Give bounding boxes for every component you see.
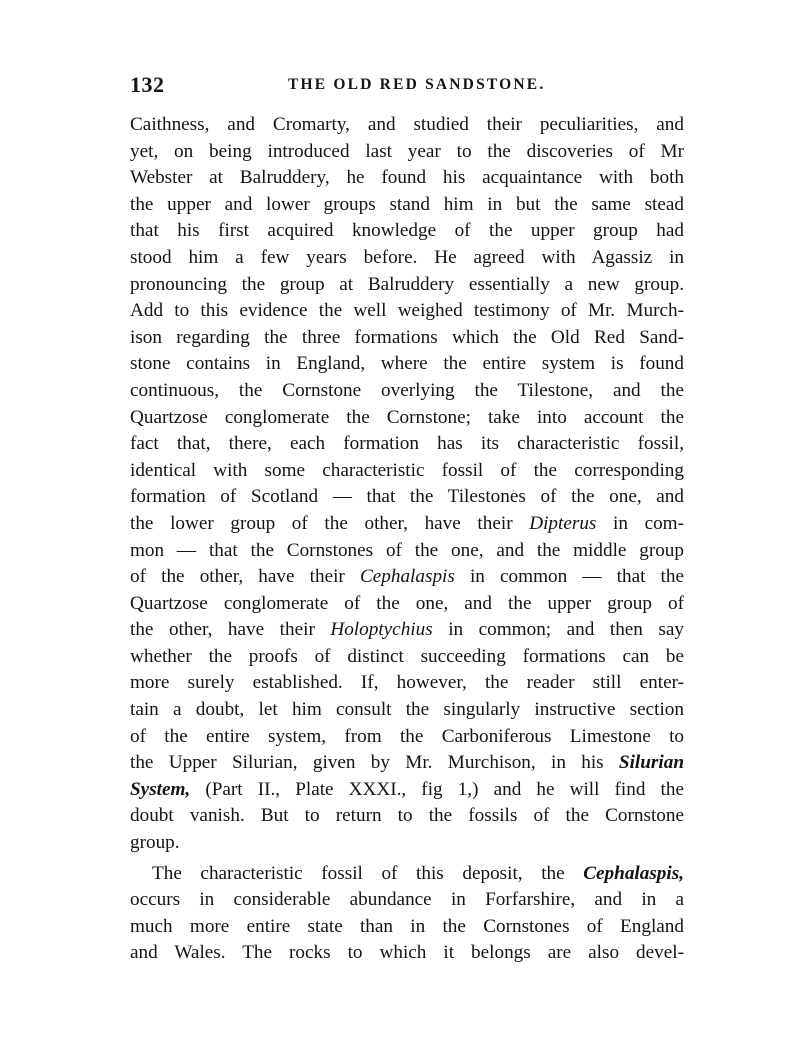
text-line: Quartzose conglomerate of the one, and the upper group of [130,592,684,614]
text-segment: in com- [596,512,684,534]
text-line: formation of Scotland — that the Tilestones of the one, and [130,486,684,508]
text-line: of the entire system, from the Carboniferous Limestone to [130,725,684,747]
italic-term-holoptychius: Holoptychius [330,619,433,641]
text-line: that his first acquired knowledge of the upper group had [130,220,684,242]
text-line: yet, on being introduced last year to the discoveries of Mr [130,140,684,162]
page-header [128,72,684,102]
text-line: ison regarding the three formations which the Old Red Sand- [130,326,684,348]
italic-term-cephalaspis: Cephalaspis [359,566,455,588]
text-segment: The characteristic fossil of this deposit, the [152,862,584,884]
text-line: doubt vanish. But to return to the fossils of the Cornstone [130,805,684,827]
text-line: the upper and lower groups stand him in but the same stead [130,193,684,215]
body-text [130,112,684,967]
text-line: stone contains in England, where the entire system is found [130,353,684,375]
text-segment: the Upper Silurian, given by Mr. Murchison, in his [130,752,619,774]
text-line: fact that, there, each formation has its characteristic fossil, [130,433,684,455]
page-number: 132 [130,72,165,97]
text-line: continuous, the Cornstone overlying the Tilestone, and the [130,379,684,401]
text-line: identical with some characteristic fossil of the corresponding [130,459,684,481]
text-line: mon — that the Cornstones of the one, and the middle group [130,539,684,561]
text-line [130,750,684,777]
text-line: and Wales. The rocks to which it belongs are also devel- [130,942,684,964]
text-segment: in common; and then say [432,619,685,641]
italic-term-cephalaspis-2: Cephalaspis, [583,862,684,884]
text-line: group. [130,832,180,854]
text-line: Quartzose conglomerate the Cornstone; take into account the [130,406,684,428]
text-line [130,861,684,888]
text-line: much more entire state than in the Cornstones of England [130,915,684,937]
italic-term-silurian: Silurian [618,752,684,774]
text-segment: in common — that the [454,566,684,588]
text-line: whether the proofs of distinct succeeding formations can be [130,645,684,667]
italic-term-system: System, [130,778,191,800]
text-segment: (Part II., Plate XXXI., fig 1,) and he will find the [190,778,684,800]
text-segment: the lower group of the other, have their [130,512,530,534]
text-segment: of the other, have their [130,566,360,588]
text-line: tain a doubt, let him consult the singularly instructive section [130,699,684,721]
running-title: THE OLD RED SANDSTONE. [288,76,546,93]
text-line [130,511,684,538]
text-line: Caithness, and Cromarty, and studied their peculiarities, and [130,114,684,135]
text-line [130,777,684,804]
text-line: occurs in considerable abundance in Forfarshire, and in a [130,889,684,911]
text-line: pronouncing the group at Balruddery essentially a new group. [130,273,684,295]
text-line [130,617,684,644]
italic-term-dipterus: Dipterus [529,512,597,534]
text-segment: the other, have their [130,619,331,641]
text-line [130,564,684,591]
text-line: stood him a few years before. He agreed with Agassiz in [130,246,684,268]
text-line: Webster at Balruddery, he found his acquaintance with both [130,167,684,189]
text-line: more surely established. If, however, the reader still enter- [130,672,684,694]
text-line: Add to this evidence the well weighed testimony of Mr. Murch- [130,300,684,322]
